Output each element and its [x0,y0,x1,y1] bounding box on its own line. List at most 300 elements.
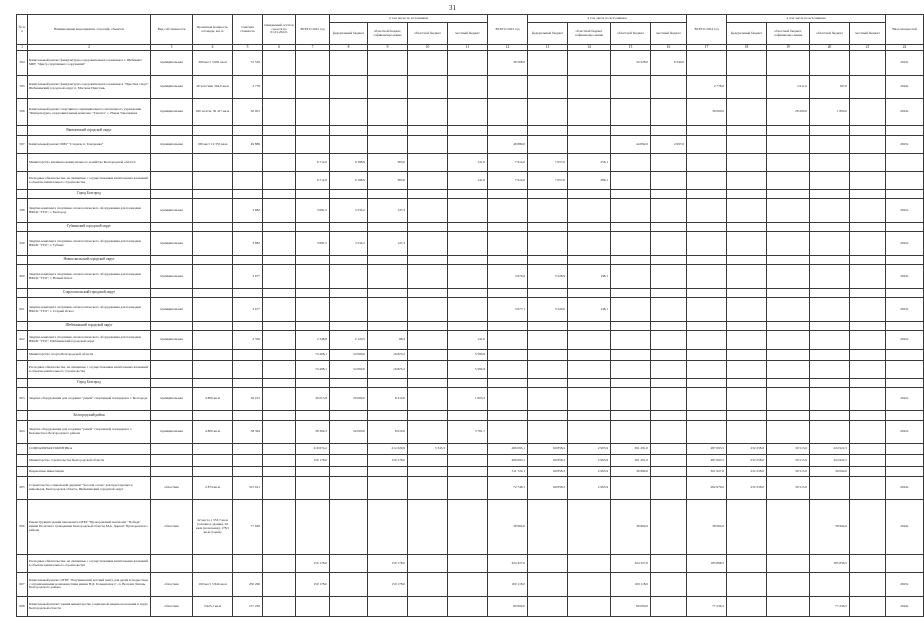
cell-value [850,172,886,190]
cell-value [850,361,886,379]
column-number: 11 [448,45,488,51]
cell-value: 150 178,0 [296,455,330,467]
cell-value [263,597,296,617]
cell-number [17,555,28,573]
cell-value: 3 681,5 [296,232,330,256]
cell-value [448,500,488,555]
cell-value [330,136,368,154]
cell-ownership: областная [151,597,193,617]
cell-value [687,421,727,444]
cell-number [17,361,28,379]
cell-value: 3 676,9 [488,265,528,289]
cell-name: Расходные обязательства, не связанные с осуществлением капитальных вложений в объекты капитального строительства [28,361,151,379]
empty-cell [330,289,368,298]
cell-commissioning [886,172,924,190]
cell-commissioning: 2023г. [886,573,924,597]
cell-value [651,154,687,172]
column-number: 7 [296,45,330,51]
cell-value [810,421,850,444]
table-row [17,597,924,617]
column-number: 13 [528,45,568,51]
cell-value [408,421,448,444]
table-row [17,350,924,361]
cell-value [448,199,488,223]
cell-commissioning: 2022г. [886,388,924,411]
empty-cell [611,289,651,298]
cell-value: 141,0 [448,172,488,190]
empty-cell [727,223,767,232]
cell-commissioning [886,444,924,455]
cell-value [528,361,568,379]
empty-cell [488,190,528,199]
cell-value [687,136,727,154]
cell-value: 282 979,0 [687,477,727,500]
cell-value [810,172,850,190]
cell-value: 72 539 [233,51,263,76]
cell-value [488,388,528,411]
empty-cell [810,322,850,331]
cell-value [810,573,850,597]
cell-number [17,322,28,331]
header-c4: Проектная мощность, площадь, км, м [193,15,233,45]
cell-value: 38 964,0 [810,500,850,555]
empty-cell [448,411,488,421]
cell-value [810,232,850,256]
empty-cell [233,322,263,331]
cell-value [263,467,296,477]
cell-value [263,232,296,256]
cell-value [528,232,568,256]
cell-value [727,265,767,289]
cell-name: Закупка комплекта спортивно-технологического оборудования для площадки ВФСК "ГТО", г. Губкин [28,232,151,256]
cell-value [767,500,810,555]
cell-value [263,99,296,126]
column-number: 12 [488,45,528,51]
cell-capacity: 300 мест 3 681 кв.м [193,51,233,76]
cell-value: 324 327,0 [611,555,651,573]
cell-value [408,51,448,76]
cell-value [611,199,651,223]
empty-cell [568,190,611,199]
empty-cell [263,256,296,265]
cell-value [850,597,886,617]
cell-value [651,421,687,444]
cell-value: 3 534,2 [330,199,368,223]
cell-value [330,51,368,76]
cell-value [233,350,263,361]
cell-value [330,265,368,289]
cell-value: 3 677 [233,298,263,322]
empty-cell [330,256,368,265]
cell-value [263,444,296,455]
cell-value [408,265,448,289]
cell-value [233,172,263,190]
cell-value [767,199,810,223]
empty-cell [687,223,727,232]
cell-value: 2 903,9 [568,467,611,477]
empty-cell [651,411,687,421]
cell-value [687,154,727,172]
cell-name: Капитальный ремонт физкультурно-оздоровительного комплекса г. Шебекино МБУ "Центр спортивных сооружений" [28,51,151,76]
cell-value: 28 200,0 [767,99,810,126]
table-header [17,15,924,51]
cell-value: 496 093,1 [488,444,528,455]
cell-value: 286,1 [568,172,611,190]
empty-cell [448,256,488,265]
cell-value: 30 513,0 [767,455,810,467]
section-title: Губкинский городской округ [28,223,151,232]
cell-commissioning [886,555,924,573]
cell-value [233,444,263,455]
cell-value: 2 778 [233,76,263,99]
cell-value [727,76,767,99]
empty-cell [810,256,850,265]
cell-value [651,350,687,361]
cell-value: 72 748,1 [488,477,528,500]
cell-value: 38 964,0 [687,500,727,555]
cell-value: 141,0 [448,154,488,172]
header-c5: Сметная стоимость [233,15,263,45]
cell-value [767,350,810,361]
cell-value: 5 345,3 [408,444,448,455]
cell-value [528,51,568,76]
cell-value [611,76,651,99]
cell-value [651,388,687,411]
header-c17: ВСЕГО 2024 год [687,15,727,45]
cell-value [687,331,727,350]
cell-value [850,99,886,126]
cell-value [727,136,767,154]
cell-value: 2 903,9 [568,477,611,500]
section-title: Старооскольский городской округ [28,289,151,298]
cell-number [17,379,28,388]
empty-cell [528,256,568,265]
empty-cell [651,126,687,136]
cell-value [651,199,687,223]
cell-value [368,477,408,500]
empty-cell [448,289,488,298]
cell-value: 4 997,0 [651,136,687,154]
cell-value [727,597,767,617]
table-row [17,172,924,190]
cell-value [651,467,687,477]
cell-value [448,467,488,477]
cell-value [767,154,810,172]
column-number: 18 [727,45,767,51]
empty-cell [193,223,233,232]
empty-cell [727,190,767,199]
cell-number: 594 [17,51,28,76]
cell-value: 7 657,0 [528,154,568,172]
cell-value [448,555,488,573]
header-c21: местный бюджет [850,23,886,45]
empty-cell [408,411,448,421]
empty-cell [193,126,233,136]
cell-commissioning: 2022г. [886,199,924,223]
empty-cell [193,379,233,388]
cell-value [263,361,296,379]
cell-value [528,421,568,444]
cell-value [488,99,528,126]
cell-value: 38 964,0 [611,500,651,555]
cell-ownership: областная [151,500,193,555]
cell-capacity: 3 923,1 кв.м [193,597,233,617]
cell-value [368,99,408,126]
cell-value: 3 682 [233,232,263,256]
empty-cell [611,379,651,388]
empty-cell [151,126,193,136]
cell-value [727,199,767,223]
empty-cell [330,411,368,421]
table-row [17,76,924,99]
cell-value [528,555,568,573]
cell-value [368,265,408,289]
cell-value [810,265,850,289]
cell-value [448,136,488,154]
cell-value [330,500,368,555]
cell-number [17,289,28,298]
cell-name: Капитальный ремонт МБУ "Стадион п. Томаровка" [28,136,151,154]
empty-cell [368,289,408,298]
empty-cell [687,190,727,199]
cell-capacity [193,154,233,172]
cell-value [528,597,568,617]
cell-value: 324 327,0 [488,555,528,573]
cell-value: 30 513,0 [767,477,810,500]
empty-cell [767,379,810,388]
empty-cell [488,379,528,388]
cell-value: 315 611 [233,477,263,500]
empty-cell [886,256,924,265]
cell-value [611,232,651,256]
cell-value [528,136,568,154]
cell-commissioning [886,350,924,361]
empty-cell [263,322,296,331]
cell-value [488,331,528,350]
cell-value [528,573,568,597]
cell-value [330,99,368,126]
cell-value: 185 898,5 [687,555,727,573]
section-title: Шебекинский городской округ [28,322,151,331]
empty-cell [528,126,568,136]
cell-capacity: 40 чел/смен 594,0 кв.м [193,76,233,99]
cell-value [687,298,727,322]
cell-value [448,232,488,256]
cell-name: Капитальный ремонт ОГБУ "Разумненский детский центр для детей и подростков с ограниченными возможностями имени В.Д. Гольцинского", п. Веселая Лопань Белгородского района [28,573,151,597]
cell-value: 383,0 [368,154,408,172]
empty-cell [263,190,296,199]
empty-cell [850,411,886,421]
empty-cell [233,289,263,298]
column-number: 20 [810,45,850,51]
cell-value: 49 889,0 [488,136,528,154]
cell-value [488,232,528,256]
cell-value [810,298,850,322]
cell-value [810,51,850,76]
cell-value [687,51,727,76]
section-row [17,256,924,265]
table-row [17,388,924,411]
cell-value [448,477,488,500]
cell-value [611,298,651,322]
cell-value [408,455,448,467]
column-number: 17 [687,45,727,51]
cell-value [810,154,850,172]
cell-value: 5 584,9 [448,361,488,379]
empty-cell [368,322,408,331]
cell-value [296,500,330,555]
cell-value [767,573,810,597]
empty-cell [488,411,528,421]
cell-number [17,350,28,361]
cell-commissioning: 2023г. [886,136,924,154]
empty-cell [448,322,488,331]
empty-cell [810,190,850,199]
cell-value [448,51,488,76]
cell-value [330,555,368,573]
empty-cell [151,379,193,388]
cell-value [767,361,810,379]
cell-value [296,99,330,126]
cell-value [263,421,296,444]
cell-capacity: 100 мест 5 844 кв.м [193,573,233,597]
cell-value [850,350,886,361]
cell-value: 9 712,0 [296,172,330,190]
header-c11: местный бюджет [448,23,488,45]
cell-value [568,199,611,223]
cell-value [528,76,568,99]
empty-cell [767,256,810,265]
cell-value [850,444,886,455]
cell-value [850,232,886,256]
cell-value [408,99,448,126]
cell-value [727,573,767,597]
cell-value: 77 236,5 [810,597,850,617]
cell-value [568,388,611,411]
cell-value [687,388,727,411]
empty-cell [330,322,368,331]
empty-cell [263,223,296,232]
cell-value [296,477,330,500]
cell-value [850,477,886,500]
header-c8: федеральный бюджет [330,23,368,45]
cell-value [568,99,611,126]
cell-name: Расходные обязательства, не связанные с осуществлением капитальных вложений в объекты капитального строительства [28,555,151,573]
empty-cell [151,256,193,265]
section-row [17,379,924,388]
cell-value: 77 928 [233,500,263,555]
cell-value [687,350,727,361]
table-row [17,199,924,223]
table-body [17,51,924,617]
empty-cell [233,190,263,199]
cell-number [17,467,28,477]
cell-ownership [151,154,193,172]
column-number: 16 [651,45,687,51]
cell-capacity: 4 800 кв.м [193,421,233,444]
table-row [17,477,924,500]
cell-value: 301 927,0 [687,467,727,477]
cell-capacity [193,172,233,190]
cell-value: 2 611,0 [767,76,810,99]
cell-value: 30 000,0 [687,99,727,126]
cell-capacity [193,232,233,256]
table-row [17,444,924,455]
cell-value [568,421,611,444]
cell-value [263,76,296,99]
cell-value: 69 858,2 [528,477,568,500]
cell-value [810,361,850,379]
cell-value [296,597,330,617]
empty-cell [687,289,727,298]
column-number: 6 [263,45,296,51]
header-c6: Ожидаемый остаток средств на 01.01.2022г. [263,15,296,45]
cell-name: Министерство жилищно-коммунального хозяйства Белгородской области [28,154,151,172]
empty-cell [408,379,448,388]
table-row [17,136,924,154]
header-c15: областной бюджет [611,23,651,45]
cell-value: 224 922,5 [810,444,850,455]
header-c18: федеральный бюджет [727,23,767,45]
cell-number: 596 [17,99,28,126]
empty-cell [850,223,886,232]
cell-value: 5 584,9 [448,350,488,361]
cell-number [17,256,28,265]
cell-value [651,172,687,190]
cell-value: 52 000,0 [330,361,368,379]
cell-value [767,331,810,350]
cell-value [651,361,687,379]
column-number: 15 [611,45,651,51]
cell-value: 80 000,0 [488,597,528,617]
empty-cell [296,411,330,421]
empty-cell [850,126,886,136]
empty-cell [568,411,611,421]
cell-value [810,477,850,500]
table-row [17,555,924,573]
cell-value: 487 693,5 [687,455,727,467]
empty-cell [233,126,263,136]
cell-value [263,172,296,190]
cell-value [528,199,568,223]
empty-cell [850,289,886,298]
cell-number [17,223,28,232]
section-title: Город Белгород [28,379,151,388]
cell-value: 2 903,9 [568,444,611,455]
cell-value [850,136,886,154]
cell-value [408,76,448,99]
empty-cell [651,322,687,331]
section-row [17,223,924,232]
cell-value: 147,3 [368,232,408,256]
cell-ownership: муниципальная [151,136,193,154]
empty-cell [296,289,330,298]
empty-cell [528,379,568,388]
empty-cell [886,411,924,421]
cell-value [767,597,810,617]
cell-value: 250 296 [233,573,263,597]
column-number: 1 [17,45,28,51]
cell-value: 36 013 [233,388,263,411]
cell-value [687,199,727,223]
cell-value: 3 529,0 [528,298,568,322]
cell-value [408,331,448,350]
empty-cell [886,190,924,199]
cell-value [727,388,767,411]
empty-cell [687,256,727,265]
empty-cell [651,256,687,265]
empty-cell [233,256,263,265]
